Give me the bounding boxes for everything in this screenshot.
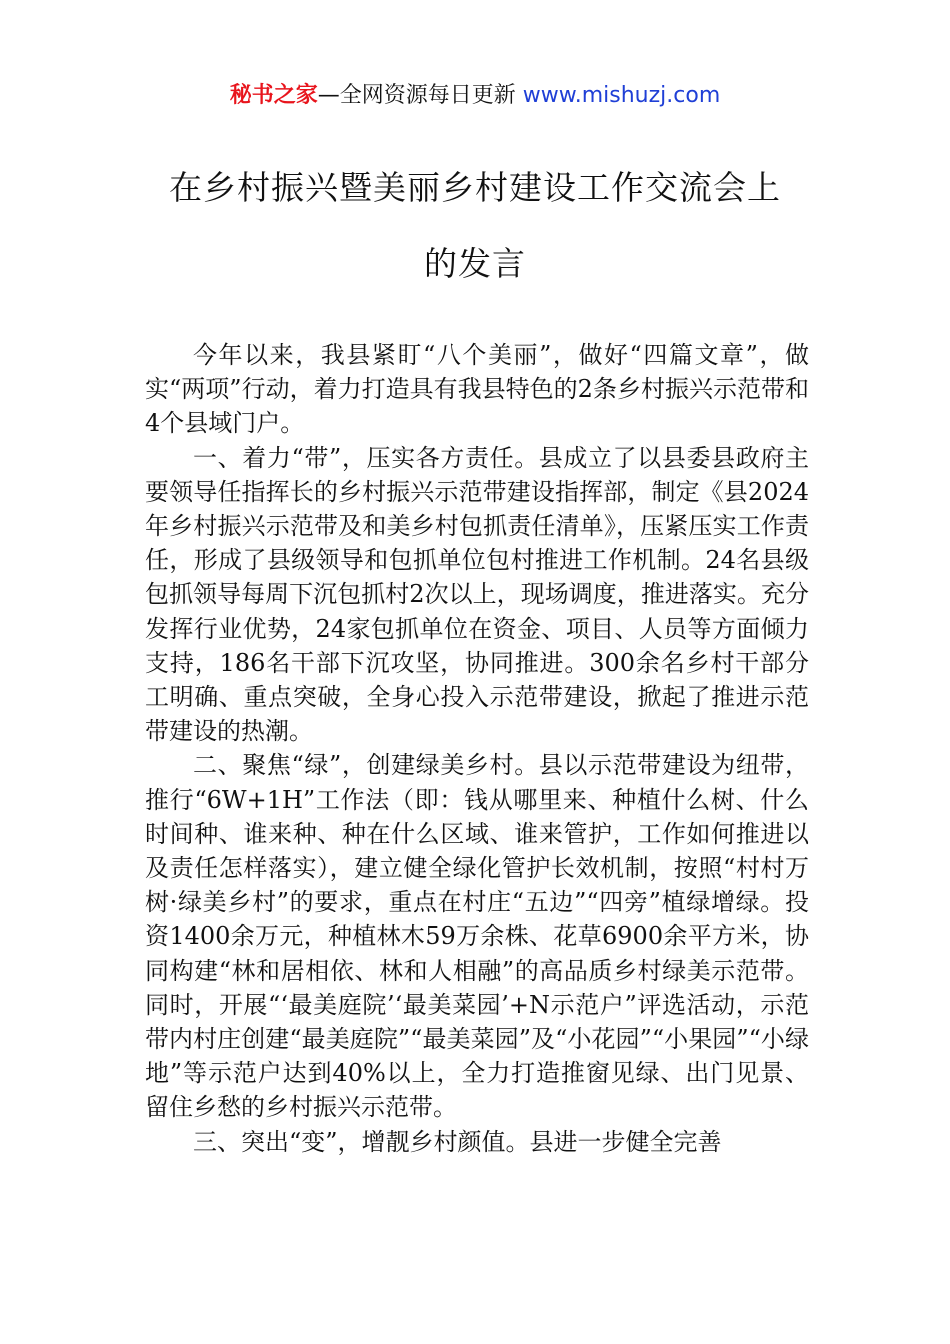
title-line-1: 在乡村振兴暨美丽乡村建设工作交流会上 — [169, 168, 781, 207]
title-line-2: 的发言 — [424, 244, 526, 283]
brand-name: 秘书之家 — [229, 83, 318, 108]
site-header — [0, 80, 950, 112]
document-body — [145, 338, 809, 1159]
paragraph-section-1: 一、着力“带”，压实各方责任。县成立了以县委县政府主要领导任指挥长的乡村振兴示范带建设指挥部，制定《县2024年乡村振兴示范带及和美乡村包抓责任清单》，压紧压实工作责任，形成了县级领导和包抓单位包村推进工作机制。24名县级包抓领导每周下沉包抓村2次以上，现场调度，推进落实。充分发挥行业优势，24家包抓单位在资金、项目、人员等方面倾力支持，186名干部下沉攻坚，协同推进。300余名乡村干部分工明确、重点突破，全身心投入示范带建设，掀起了推进示范带建设的热潮。 — [145, 443, 809, 746]
paragraph-intro: 今年以来，我县紧盯“八个美丽”，做好“四篇文章”，做实“两项”行动，着力打造具有我县特色的2条乡村振兴示范带和4个县域门户。 — [145, 341, 809, 438]
site-link[interactable]: www.mishuzj.com — [522, 83, 721, 108]
paragraph-section-3: 三、突出“变”，增靓乡村颜值。县进一步健全完善 — [193, 1127, 722, 1156]
header-tagline: —全网资源每日更新 — [317, 83, 516, 108]
document-title — [0, 150, 950, 302]
paragraph-section-2: 二、聚焦“绿”，创建绿美乡村。县以示范带建设为纽带，推行“6W+1H”工作法（即：钱从哪里来、种植什么树、什么时间种、谁来种、种在什么区域、谁来管护，工作如何推进以及责任怎样落实），建立健全绿化管护长效机制，按照“村村万树·绿美乡村”的要求，重点在村庄“五边”“四旁”植绿增绿。投资1400余万元，种植林木59万余株、花草6900余平方米，协同构建“林和居相依、林和人相融”的高品质乡村绿美示范带。同时，开展“‘最美庭院’‘最美菜园’+N示范户”评选活动，示范带内村庄创建“最美庭院”“最美菜园”及“小花园”“小果园”“小绿地”等示范户达到40%以上，全力打造推窗见绿、出门见景、留住乡愁的乡村振兴示范带。 — [145, 751, 809, 1122]
